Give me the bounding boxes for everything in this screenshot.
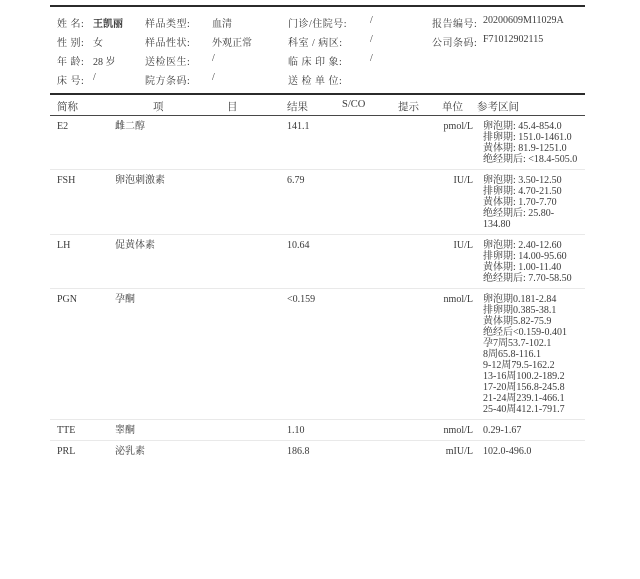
patient-info-row bbox=[57, 51, 585, 70]
patient-field bbox=[57, 34, 145, 49]
test-result: 1.10 bbox=[287, 425, 305, 436]
test-unit: nmol/L bbox=[443, 294, 473, 305]
test-hint bbox=[398, 240, 438, 284]
patient-field-value: 28 岁 bbox=[93, 57, 116, 68]
test-name: 孕酮 bbox=[115, 294, 135, 305]
test-result: 10.64 bbox=[287, 240, 310, 251]
patient-field-label: 姓 名: bbox=[57, 19, 85, 30]
test-reference bbox=[483, 294, 585, 415]
patient-field-value: 血清 bbox=[212, 19, 232, 30]
patient-field bbox=[145, 72, 288, 87]
patient-field-value: / bbox=[370, 53, 373, 64]
reference-range-line: 排卵期0.385-38.1 bbox=[483, 305, 557, 316]
test-name: 卵泡刺激素 bbox=[115, 175, 165, 186]
patient-field-value: / bbox=[212, 53, 215, 64]
test-sco bbox=[342, 446, 398, 457]
reference-range-line: 绝经期后: 7.70-58.50 bbox=[483, 273, 572, 284]
test-abbr: TTE bbox=[57, 425, 76, 436]
reference-range-line: 黄体期: 81.9-1251.0 bbox=[483, 143, 567, 154]
reference-range-line: 卵泡期0.181-2.84 bbox=[483, 294, 557, 305]
patient-field bbox=[57, 53, 145, 68]
table-row bbox=[50, 116, 585, 169]
test-abbr: FSH bbox=[57, 175, 76, 186]
test-reference bbox=[483, 446, 585, 457]
patient-field-value: / bbox=[212, 72, 215, 83]
patient-info-block bbox=[50, 7, 585, 93]
patient-field-label: 送检医生: bbox=[145, 57, 191, 68]
patient-field-label: 院方条码: bbox=[145, 76, 191, 87]
column-header-item2: 目 bbox=[227, 102, 238, 113]
reference-range-line: 0.29-1.67 bbox=[483, 425, 522, 436]
patient-field-value: / bbox=[93, 72, 96, 83]
patient-field-label: 科室 / 病区: bbox=[288, 38, 343, 49]
test-sco bbox=[342, 240, 398, 284]
reference-range-line: 黄体期: 1.00-11.40 bbox=[483, 262, 562, 273]
test-reference bbox=[483, 425, 585, 436]
patient-field bbox=[288, 72, 432, 87]
reference-range-line: 102.0-496.0 bbox=[483, 446, 532, 457]
test-result: 186.8 bbox=[287, 446, 310, 457]
reference-range-line: 17-20周156.8-245.8 bbox=[483, 382, 565, 393]
test-unit: IU/L bbox=[453, 240, 473, 251]
test-unit: pmol/L bbox=[443, 121, 473, 132]
test-name: 睾酮 bbox=[115, 425, 135, 436]
test-hint bbox=[398, 121, 438, 165]
reference-range-line: 卵泡期: 2.40-12.60 bbox=[483, 240, 562, 251]
patient-field-value: 王凯丽 bbox=[93, 19, 123, 30]
reference-range-line: 8周65.8-116.1 bbox=[483, 349, 541, 360]
patient-field bbox=[288, 53, 432, 68]
column-header-reference: 参考区间 bbox=[477, 102, 519, 113]
reference-range-line: 25-40周412.1-791.7 bbox=[483, 404, 565, 415]
test-abbr: PRL bbox=[57, 446, 76, 457]
patient-field-label: 床 号: bbox=[57, 76, 85, 87]
test-sco bbox=[342, 294, 398, 415]
reference-range-line: 孕7周53.7-102.1 bbox=[483, 338, 552, 349]
column-header-hint: 提示 bbox=[398, 102, 419, 113]
patient-field bbox=[288, 34, 432, 49]
test-hint bbox=[398, 294, 438, 415]
patient-field-value: 20200609M11029A bbox=[483, 15, 564, 26]
patient-field-value: F71012902115 bbox=[483, 34, 544, 45]
reference-range-line: 卵泡期: 45.4-854.0 bbox=[483, 121, 562, 132]
reference-range-line: 绝经期后: 25.80- bbox=[483, 208, 555, 219]
test-reference bbox=[483, 121, 585, 165]
patient-field bbox=[432, 15, 585, 30]
patient-field bbox=[57, 15, 145, 30]
patient-field bbox=[145, 53, 288, 68]
patient-field-label: 门诊/住院号: bbox=[288, 19, 348, 30]
test-abbr: E2 bbox=[57, 121, 69, 132]
reference-range-line: 134.80 bbox=[483, 219, 511, 230]
patient-field-label: 报告编号: bbox=[432, 19, 478, 30]
test-unit: IU/L bbox=[453, 175, 473, 186]
table-row bbox=[50, 419, 585, 440]
patient-field-label: 性 别: bbox=[57, 38, 85, 49]
column-header-sco: S/CO bbox=[342, 99, 366, 110]
test-result: <0.159 bbox=[287, 294, 316, 305]
table-row bbox=[50, 288, 585, 419]
table-row bbox=[50, 169, 585, 234]
patient-field-value: 外观正常 bbox=[212, 38, 252, 49]
reference-range-line: 13-16周100.2-189.2 bbox=[483, 371, 565, 382]
test-result: 6.79 bbox=[287, 175, 305, 186]
patient-field bbox=[288, 15, 432, 30]
test-name: 促黄体素 bbox=[115, 240, 155, 251]
patient-field-label: 公司条码: bbox=[432, 38, 478, 49]
patient-field-label: 送 检 单 位: bbox=[288, 76, 343, 87]
reference-range-line: 排卵期: 4.70-21.50 bbox=[483, 186, 562, 197]
patient-field bbox=[145, 15, 288, 30]
reference-range-line: 9-12周79.5-162.2 bbox=[483, 360, 555, 371]
test-abbr: PGN bbox=[57, 294, 78, 305]
test-hint bbox=[398, 175, 438, 230]
table-row bbox=[50, 440, 585, 461]
test-unit: mIU/L bbox=[445, 446, 473, 457]
reference-range-line: 排卵期: 151.0-1461.0 bbox=[483, 132, 572, 143]
patient-field-label: 临 床 印 象: bbox=[288, 57, 343, 68]
reference-range-line: 21-24周239.1-466.1 bbox=[483, 393, 565, 404]
test-sco bbox=[342, 175, 398, 230]
test-abbr: LH bbox=[57, 240, 71, 251]
patient-field-value: / bbox=[370, 34, 373, 45]
patient-field-label: 样品类型: bbox=[145, 19, 191, 30]
column-header-abbr: 简称 bbox=[57, 102, 78, 113]
patient-field-label: 样品性状: bbox=[145, 38, 191, 49]
column-header-item: 项 bbox=[153, 102, 164, 113]
test-name: 泌乳素 bbox=[115, 446, 145, 457]
patient-info-row bbox=[57, 70, 585, 89]
test-name: 雌二醇 bbox=[115, 121, 145, 132]
reference-range-line: 绝经后<0.159-0.401 bbox=[483, 327, 567, 338]
reference-range-line: 绝经期后: <18.4-505.0 bbox=[483, 154, 578, 165]
test-sco bbox=[342, 425, 398, 436]
column-header-unit: 单位 bbox=[442, 102, 463, 113]
patient-field-label: 年 龄: bbox=[57, 57, 85, 68]
reference-range-line: 卵泡期: 3.50-12.50 bbox=[483, 175, 562, 186]
test-result: 141.1 bbox=[287, 121, 310, 132]
reference-range-line: 排卵期: 14.00-95.60 bbox=[483, 251, 567, 262]
test-unit: nmol/L bbox=[443, 425, 473, 436]
test-hint bbox=[398, 425, 438, 436]
patient-info-row bbox=[57, 32, 585, 51]
test-reference bbox=[483, 175, 585, 230]
lab-report-sheet bbox=[50, 0, 585, 461]
test-sco bbox=[342, 121, 398, 165]
results-table-body bbox=[50, 116, 585, 461]
table-row bbox=[50, 234, 585, 288]
patient-field bbox=[145, 34, 288, 49]
test-reference bbox=[483, 240, 585, 284]
results-table-header bbox=[50, 95, 585, 115]
patient-info-row bbox=[57, 13, 585, 32]
patient-field-value: / bbox=[370, 15, 373, 26]
patient-field bbox=[432, 34, 585, 49]
reference-range-line: 黄体期5.82-75.9 bbox=[483, 316, 552, 327]
reference-range-line: 黄体期: 1.70-7.70 bbox=[483, 197, 557, 208]
column-header-result: 结果 bbox=[287, 102, 308, 113]
test-hint bbox=[398, 446, 438, 457]
patient-field-value: 女 bbox=[93, 38, 103, 49]
patient-field bbox=[57, 72, 145, 87]
